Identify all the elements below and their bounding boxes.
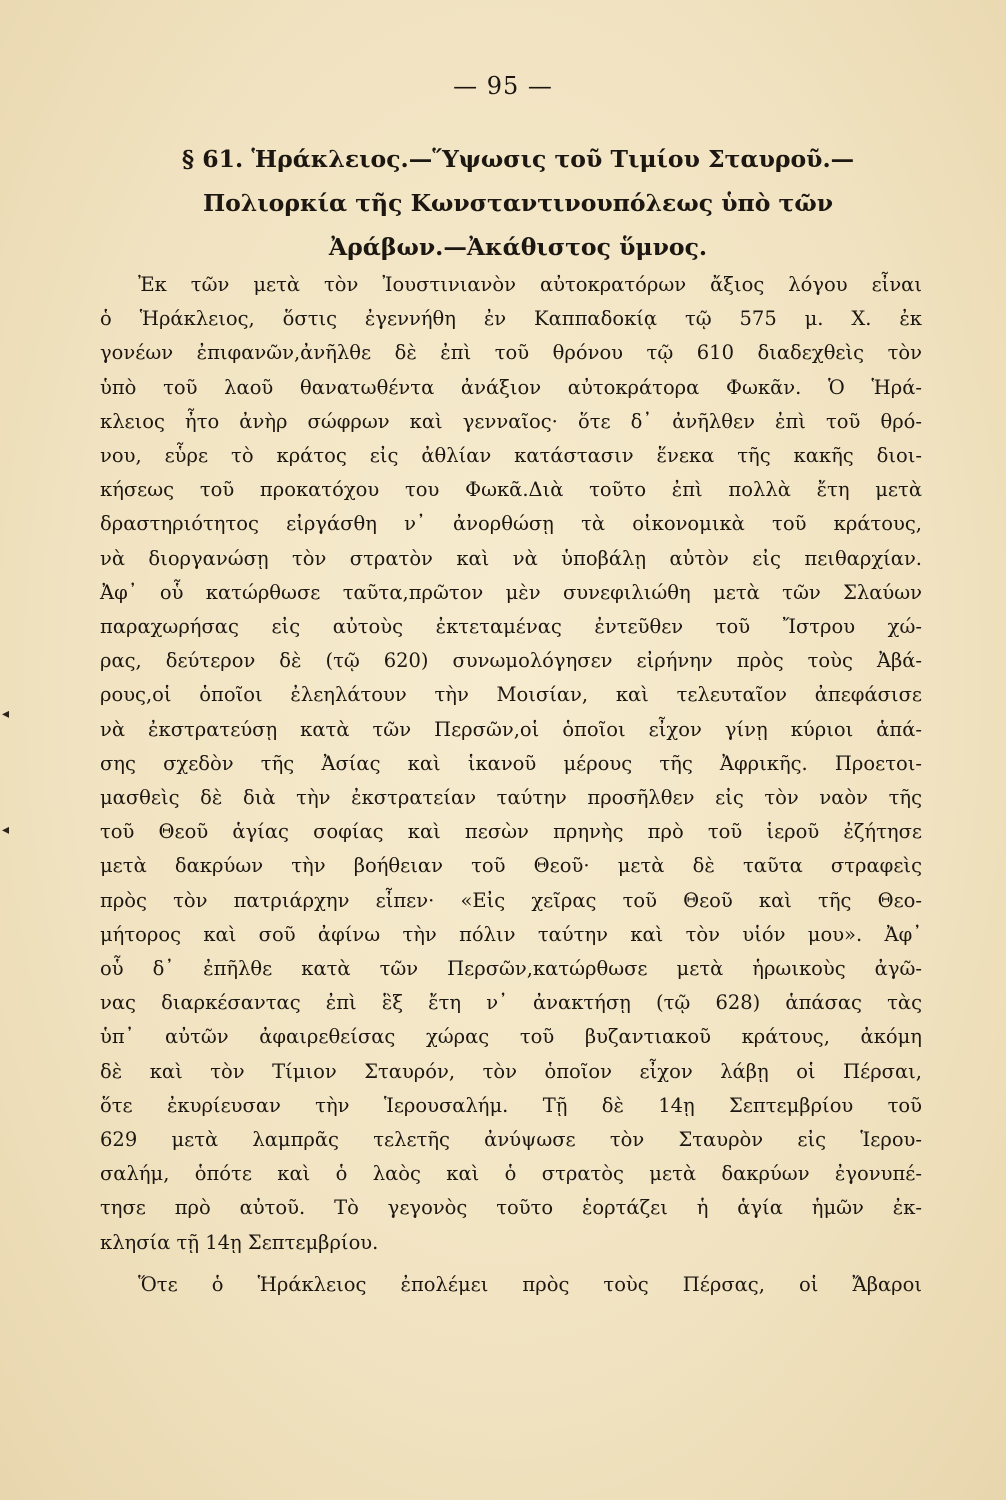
- text-line: ὅτε ἐκυρίευσαν τὴν Ἱερουσαλήμ. Τῇ δὲ 14ῃ Σεπτεμβρίου τοῦ: [100, 1093, 922, 1117]
- text-line: μετὰ δακρύων τὴν βοήθειαν τοῦ Θεοῦ· μετὰ δὲ ταῦτα στραφεὶς: [100, 854, 922, 878]
- text-line: 629 μετὰ λαμπρᾶς τελετῆς ἀνύψωσε τὸν Σταυρὸν εἰς Ἱερου-: [100, 1128, 922, 1152]
- text-line: δὲ καὶ τὸν Τίμιον Σταυρόν, τὸν ὁποῖον εἶχον λάβῃ οἱ Πέρσαι,: [100, 1059, 922, 1083]
- text-line: νου, εὗρε τὸ κράτος εἰς ἀθλίαν κατάστασιν ἕνεκα τῆς κακῆς διοι-: [100, 444, 922, 468]
- text-line: ὁ Ἡράκλειος, ὅστις ἐγεννήθη ἐν Καππαδοκίᾳ τῷ 575 μ. Χ. ἐκ: [100, 307, 922, 331]
- text-line: δραστηριότητος εἰργάσθη ν᾽ ἀνορθώσῃ τὰ οἰκονομικὰ τοῦ κράτους,: [100, 512, 922, 536]
- text-line: Ἐκ τῶν μετὰ τὸν Ἰουστινιανὸν αὐτοκρατόρων ἄξιος λόγου εἶναι: [138, 273, 922, 296]
- text-line: κήσεως τοῦ προκατόχου του Φωκᾶ.Διὰ τοῦτο ἐπὶ πολλὰ ἔτη μετὰ: [100, 478, 922, 502]
- text-line: ὑπ᾽ αὐτῶν ἀφαιρεθείσας χώρας τοῦ βυζαντιακοῦ κράτους, ἀκόμη: [100, 1025, 922, 1049]
- text-line: ὑπὸ τοῦ λαοῦ θανατωθέντα ἀνάξιον αὐτοκράτορα Φωκᾶν. Ὁ Ἡρά-: [100, 375, 922, 399]
- text-line: κλησία τῇ 14ῃ Σεπτεμβρίου.: [100, 1230, 379, 1254]
- text-line: ρους,οἱ ὁποῖοι ἐλεηλάτουν τὴν Μοισίαν, καὶ τελευταῖον ἀπεφάσισε: [100, 683, 922, 707]
- heading-line: § 61. Ἡράκλειος.—Ὕψωσις τοῦ Τιμίου Σταυροῦ.—: [181, 145, 855, 173]
- text-line: νὰ διοργανώσῃ τὸν στρατὸν καὶ νὰ ὑποβάλῃ αὐτὸν εἰς πειθαρχίαν.: [100, 546, 922, 570]
- text-line: κλειος ἦτο ἀνὴρ σώφρων καὶ γενναῖος· ὅτε δ᾽ ἀνῆλθεν ἐπὶ τοῦ θρό-: [100, 409, 922, 433]
- text-line: νὰ ἐκστρατεύσῃ κατὰ τῶν Περσῶν,οἱ ὁποῖοι εἶχον γίνῃ κύριοι ἁπά-: [100, 717, 922, 741]
- text-line: γονέων ἐπιφανῶν,ἀνῆλθε δὲ ἐπὶ τοῦ θρόνου τῷ 610 διαδεχθεὶς τὸν: [100, 341, 922, 365]
- text-line: παραχωρήσας εἰς αὐτοὺς ἐκτεταμένας ἐντεῦθεν τοῦ Ἴστρου χώ-: [100, 615, 922, 639]
- text-line: πρὸς τὸν πατριάρχην εἶπεν· «Εἰς χεῖρας τοῦ Θεοῦ καὶ τῆς Θεο-: [100, 888, 922, 912]
- text-line: τησε πρὸ αὐτοῦ. Τὸ γεγονὸς τοῦτο ἑορτάζει ἡ ἁγία ἡμῶν ἐκ-: [100, 1196, 922, 1220]
- text-line: σης σχεδὸν τῆς Ἀσίας καὶ ἱκανοῦ μέρους τῆς Ἀφρικῆς. Προετοι-: [100, 751, 922, 775]
- text-line: μήτορος καὶ σοῦ ἀφίνω τὴν πόλιν ταύτην καὶ τὸν υἱόν μου». Ἀφ᾽: [100, 922, 922, 946]
- margin-mark: ◂: [2, 822, 10, 838]
- section-heading: [118, 137, 918, 269]
- body-text: [100, 268, 922, 1302]
- text-line: Ὅτε ὁ Ἡράκλειος ἐπολέμει πρὸς τοὺς Πέρσας, οἱ Ἄβαροι: [138, 1272, 922, 1296]
- text-line: σαλήμ, ὁπότε καὶ ὁ λαὸς καὶ ὁ στρατὸς μετὰ δακρύων ἐγονυπέ-: [100, 1162, 922, 1186]
- text-line: οὗ δ᾽ ἐπῆλθε κατὰ τῶν Περσῶν,κατώρθωσε μετὰ ἡρωικοὺς ἀγῶ-: [100, 957, 922, 981]
- heading-line: Πολιορκία τῆς Κωνσταντινουπόλεως ὑπὸ τῶν: [202, 189, 834, 217]
- text-line: τοῦ Θεοῦ ἁγίας σοφίας καὶ πεσὼν πρηνὴς πρὸ τοῦ ἱεροῦ ἐζήτησε: [100, 820, 922, 844]
- text-line: μασθεὶς δὲ διὰ τὴν ἐκστρατείαν ταύτην προσῆλθεν εἰς τὸν ναὸν τῆς: [100, 786, 922, 810]
- text-line: ρας, δεύτερον δὲ (τῷ 620) συνωμολόγησεν εἰρήνην πρὸς τοὺς Ἀβά-: [100, 649, 922, 673]
- page-number: — 95 —: [453, 72, 553, 100]
- margin-mark: ◂: [2, 706, 10, 722]
- text-line: Ἀφ᾽ οὗ κατώρθωσε ταῦτα,πρῶτον μὲν συνεφιλιώθη μετὰ τῶν Σλαύων: [100, 580, 922, 604]
- heading-line: Ἀράβων.—Ἀκάθιστος ὕμνος.: [328, 233, 708, 261]
- text-line: νας διαρκέσαντας ἐπὶ ἓξ ἔτη ν᾽ ἀνακτήσῃ (τῷ 628) ἁπάσας τὰς: [100, 991, 922, 1015]
